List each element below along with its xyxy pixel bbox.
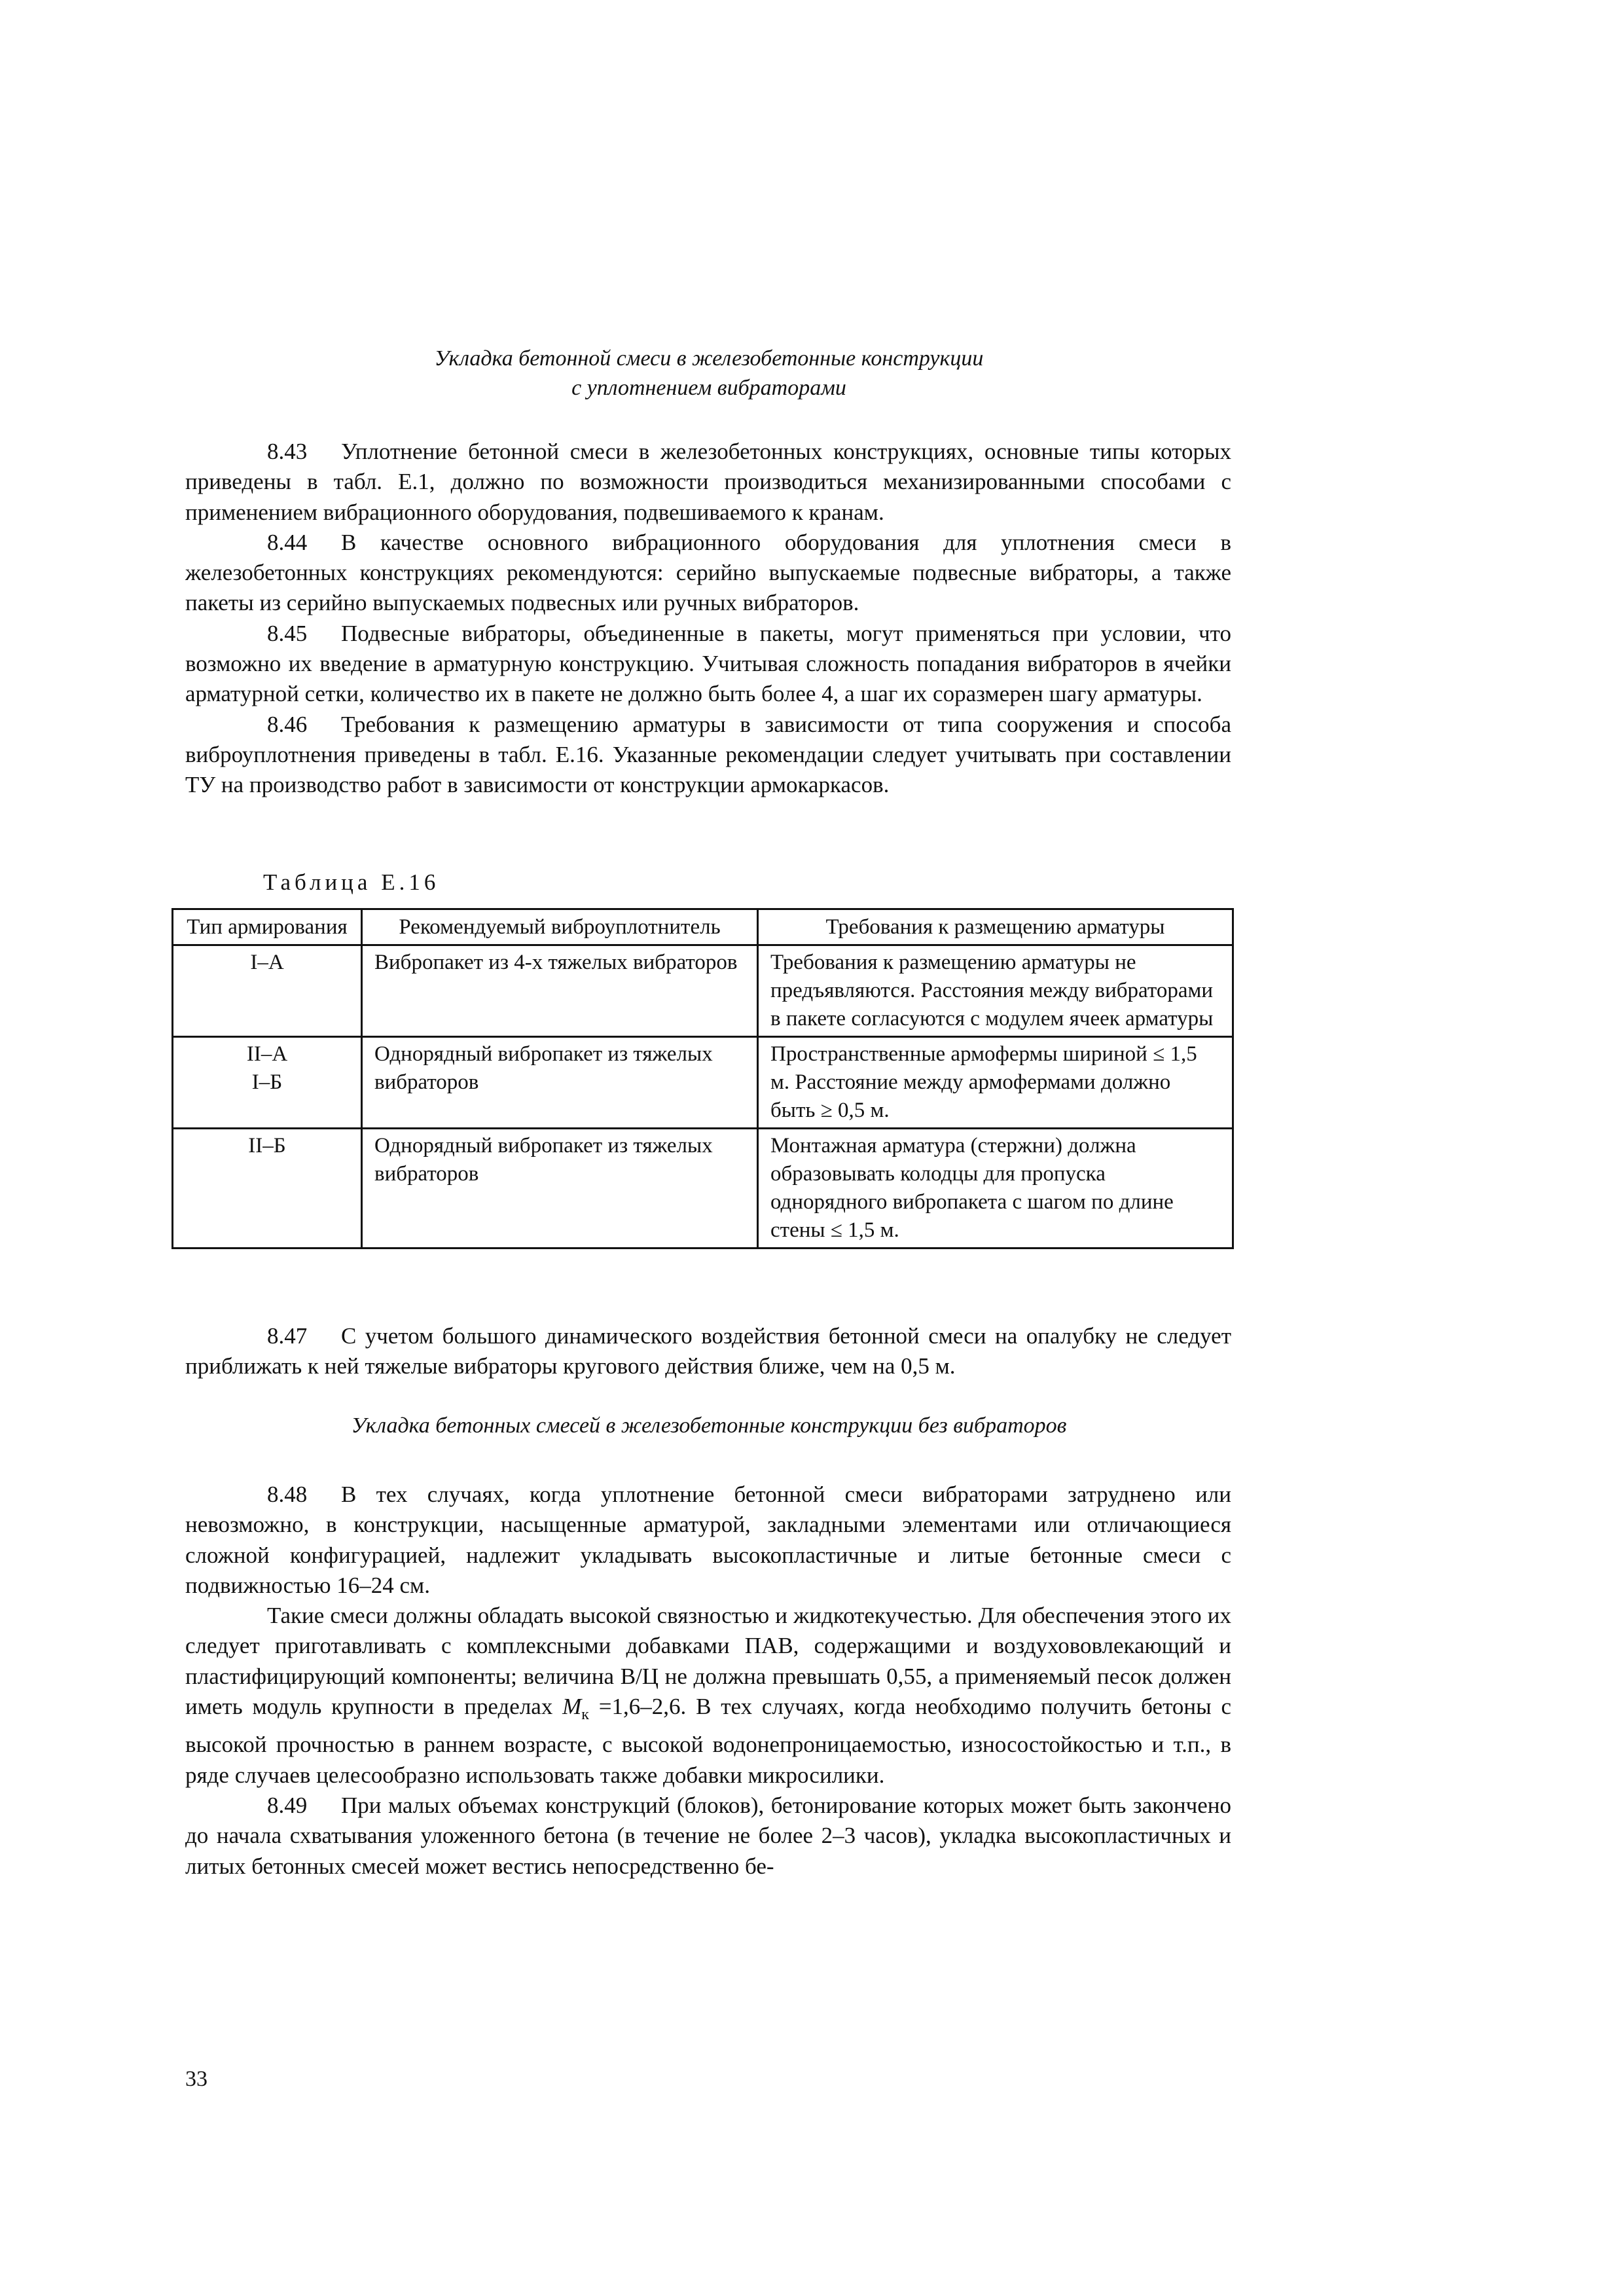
paragraph-text: В качестве основного вибрационного оборудования для уплотнения смеси в железобетонных конструкциях рекомендуются: серийно выпускаемые подвесные вибраторы, а также пакеты из серийно выпускаемых подвесных или ручных вибраторов.	[185, 529, 1231, 616]
paragraph-8-49	[185, 1791, 1231, 1882]
cell-type: II–А I–Б	[173, 1037, 362, 1129]
paragraph-8-45	[185, 619, 1231, 710]
section-heading-vibrators	[185, 344, 1233, 403]
paragraph-8-48	[185, 1480, 1231, 1601]
clause-number: 8.49	[267, 1792, 308, 1818]
section-heading-line: Укладка бетонных смесей в железобетонные конструкции без вибраторов	[351, 1413, 1067, 1438]
cell-type: II–Б	[173, 1129, 362, 1248]
paragraph-text: При малых объемах конструкций (блоков), бетонирование которых может быть закончено до начала схватывания уложенного бетона (в течение не более 2–3 часов), укладка высокопластичных и литых бетонных смесей может вестись непосредственно бе-	[185, 1792, 1231, 1879]
paragraph-group-3	[185, 1480, 1231, 1882]
table-row	[173, 1129, 1233, 1248]
cell-type: I–А	[173, 945, 362, 1037]
clause-number: 8.48	[267, 1482, 308, 1507]
cell-requirements: Требования к размещению арматуры не предъявляются. Расстояния между вибраторами в пакете согласуются с модулем ячеек арматуры	[758, 945, 1233, 1037]
paragraph-8-46	[185, 710, 1231, 801]
paragraph-8-47	[185, 1321, 1231, 1382]
paragraph-8-43	[185, 437, 1231, 528]
table-row	[173, 1037, 1233, 1129]
table-caption: Таблица Е.16	[263, 869, 440, 895]
reinforcement-table	[171, 908, 1234, 1249]
paragraph-mixture-properties	[185, 1601, 1231, 1791]
paragraph-text: В тех случаях, когда уплотнение бетонной смеси вибраторами затруднено или невозможно, в конструкции, насыщенные арматурой, закладными элементами или отличающиеся сложной конфигурацией, надлежит укладывать высокопластичные и литые бетонные смеси с подвижностью 16–24 см.	[185, 1482, 1231, 1598]
table-header-row	[173, 909, 1233, 945]
modulus-subscript: к	[581, 1706, 589, 1724]
header-vibrator: Рекомендуемый виброуплотнитель	[362, 909, 758, 945]
header-reinforcement-type: Тип армирования	[173, 909, 362, 945]
clause-number: 8.45	[267, 620, 308, 646]
section-heading-line: Укладка бетонной смеси в железобетонные конструкции	[434, 346, 984, 371]
cell-requirements: Монтажная арматура (стержни) должна образовывать колодцы для пропуска однорядного вибропакета с шагом по длине стены ≤ 1,5 м.	[758, 1129, 1233, 1248]
paragraph-8-44	[185, 528, 1231, 619]
header-requirements: Требования к размещению арматуры	[758, 909, 1233, 945]
paragraph-group-1	[185, 437, 1231, 801]
paragraph-text: Требования к размещению арматуры в зависимости от типа сооружения и способа виброуплотнения приведены в табл. Е.16. Указанные рекомендации следует учитывать при составлении ТУ на производство работ в зависимости от конструкции армокаркасов.	[185, 711, 1231, 798]
paragraph-group-2	[185, 1321, 1231, 1382]
table-row	[173, 945, 1233, 1037]
cell-device: Вибропакет из 4-х тяжелых вибраторов	[362, 945, 758, 1037]
cell-device: Однорядный вибропакет из тяжелых вибраторов	[362, 1129, 758, 1248]
clause-number: 8.43	[267, 439, 308, 464]
modulus-symbol: М	[562, 1694, 582, 1720]
page-number: 33	[185, 2067, 208, 2091]
cell-device: Однорядный вибропакет из тяжелых вибраторов	[362, 1037, 758, 1129]
section-heading-no-vibrators	[185, 1411, 1233, 1440]
clause-number: 8.44	[267, 529, 308, 555]
paragraph-text: Такие смеси должны обладать высокой связностью и жидкотекучестью. Для обеспечения этого их следует приготавливать с комплексными добавками ПАВ, содержащими и воздухововлекающий и пластифицирующий компоненты; величина В/Ц не должна превышать 0,55, а применяемый песок должен иметь модуль крупности в пределах	[185, 1603, 1231, 1720]
clause-number: 8.46	[267, 711, 308, 737]
paragraph-text: =1,6–2,6. В тех случаях, когда необходимо получить бетоны с высокой прочностью в раннем возрасте, с высокой водонепроницаемостью, износостойкостью и т.п., в ряде случаев целесообразно использовать также добавки микросилики.	[185, 1694, 1231, 1788]
paragraph-text: Подвесные вибраторы, объединенные в пакеты, могут применяться при условии, что возможно их введение в арматурную конструкцию. Учитывая сложность попадания вибраторов в ячейки арматурной сетки, количество их в пакете не должно быть более 4, а шаг их соразмерен шагу арматуры.	[185, 620, 1231, 707]
paragraph-text: Уплотнение бетонной смеси в железобетонных конструкциях, основные типы которых приведены в табл. Е.1, должно по возможности производиться механизированными способами с применением вибрационного оборудования, подвешиваемого к кранам.	[185, 439, 1231, 525]
paragraph-text: С учетом большого динамического воздействия бетонной смеси на опалубку не следует приближать к ней тяжелые вибраторы кругового действия ближе, чем на 0,5 м.	[185, 1323, 1231, 1379]
cell-requirements: Пространственные армофермы шириной ≤ 1,5 м. Расстояние между армофермами должно быть ≥ 0,5 м.	[758, 1037, 1233, 1129]
section-heading-line: с уплотнением вибраторами	[571, 376, 846, 400]
clause-number: 8.47	[267, 1323, 308, 1349]
